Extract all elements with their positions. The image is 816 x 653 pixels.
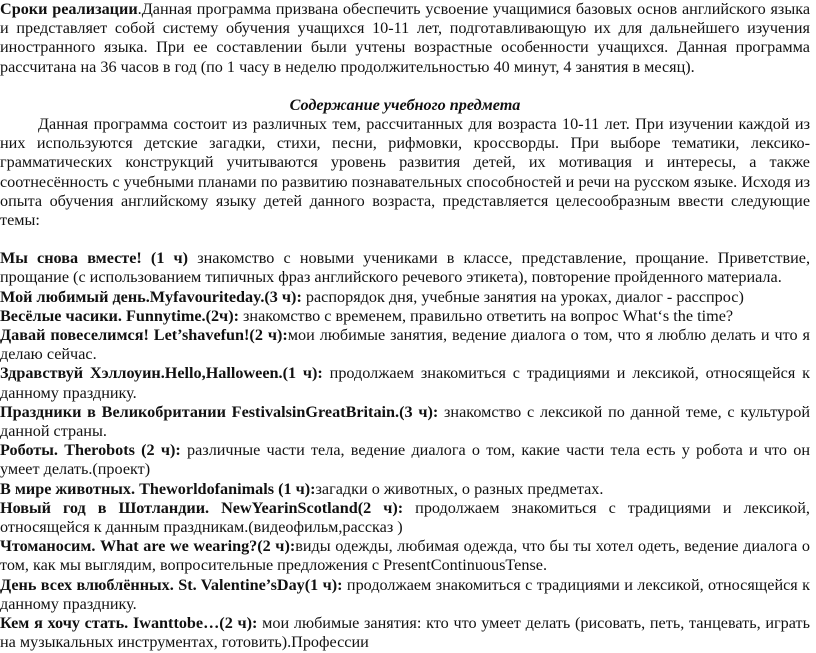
topic-description: виды одежды, любимая одежда, что бы ты хотел одеть, ведение диалога о том, как мы выглядим, вопросительные предложения с PresentContinuousTense. [0,537,811,575]
topic-item [0,537,810,575]
topic-title: Здравствуй Хэллоуин.Hello,Halloween.(1 ч): [0,364,323,383]
implementation-period-label: Сроки реализации [0,0,138,18]
topic-item [0,288,810,307]
topic-item [0,326,810,364]
topic-title: Роботы. Therobots (2 ч): [0,441,181,460]
topic-title: Давай повеселимся! Let’shavefun!(2 ч): [0,326,288,345]
topic-description: знакомство с новыми учениками в классе, представление, прощание. Приветствие, прощание (с использованием типичных фраз английского речевого этикета), повторение пройденного материала. [0,249,810,287]
spacer [0,230,810,249]
topic-description: продолжаем знакомиться с традициями и лексикой, относящейся к данным праздникам.(видеофильм,рассказ ) [0,498,810,537]
topic-title: Мой любимый день.Myfavouriteday.(3 ч): [0,287,302,306]
topic-item [0,364,810,402]
topic-title: Праздники в Великобритании FestivalsinGreatBritain.(3 ч): [0,402,439,421]
topic-description: знакомство с лексикой по данной теме, с культурой данной страны. [0,402,810,441]
topic-description: мои любимые занятия: кто что умеет делать (рисовать, петь, танцевать, играть на музыкальных инструментах, готовить).Профессии [0,614,810,652]
topic-title: Весёлые часики. Funnytime.(2ч): [0,306,239,325]
topic-description: распорядок дня, учебные занятия на уроках, диалог - расспрос) [301,287,744,306]
topic-item [0,499,810,537]
topic-description: мои любимые занятия, ведение диалога о том, что я люблю делать и что я делаю сейчас. [0,326,811,364]
topic-title: Чтоманосим. What are we wearing?(2 ч): [0,537,296,556]
topic-item [0,441,810,479]
topic-description: загадки о животных, о разных предметах. [315,479,604,498]
topic-item [0,307,810,326]
implementation-period-text: .Данная программа призвана обеспечить усвоение учащимися базовых основ английского языка и представляет собой систему обучения учащихся 10-11 лет, подготавливающую их для дальнейшего изучения иностранного языка. При ее составлении были учтены возрастные особенности учащихся. Данная программа рассчитана на 36 часов в год (по 1 часу в неделю продолжительностью 40 минут, 4 занятия в месяц). [0,0,811,76]
topic-list [0,249,810,652]
topic-item [0,403,810,441]
topic-item [0,576,810,614]
topic-item [0,480,810,499]
topic-title: Кем я хочу стать. Iwanttobe…(2 ч): [0,614,258,633]
topic-description: продолжаем знакомиться с традициями и лексикой, относящейся к данному празднику. [0,364,810,402]
topic-title: Мы снова вместе! (1 ч) [0,249,189,268]
implementation-period-paragraph [0,0,810,77]
topic-description: различные части тела, ведение диалога о том, какие части тела есть у робота и что он умеет делать.(проект) [0,441,810,479]
section-heading: Содержание учебного предмета [289,95,521,114]
topic-item [0,249,810,287]
topic-description: знакомство с временем, правильно ответить на вопрос What‘s the time? [238,306,734,325]
topic-title: День всех влюблённых. St. Valentine’sDay(1 ч): [0,575,343,594]
topic-title: Новый год в Шотландии. NewYearinScotland(2 ч): [0,498,404,517]
topic-description: продолжаем знакомиться с традициями и лексикой, относящейся к данному празднику. [0,575,810,613]
topic-item [0,614,810,652]
topic-title: В мире животных. Theworldofanimals (1 ч): [0,479,316,498]
program-description: Данная программа состоит из различных тем, рассчитанных для возраста 10-11 лет. При изучении каждой из них используются детские загадки, стихи, песни, рифмовки, кроссворды. При выборе тематики, лексико-грамматических конструкций учитываются уровень развития детей, их мотивация и интересы, а также соотнесённость с учебными планами по развитию познавательных способностей и речи на русском языке. Исходя из опыта обучения английскому языку детей данного возраста, представляется целесообразным ввести следующие темы: [0,115,810,230]
